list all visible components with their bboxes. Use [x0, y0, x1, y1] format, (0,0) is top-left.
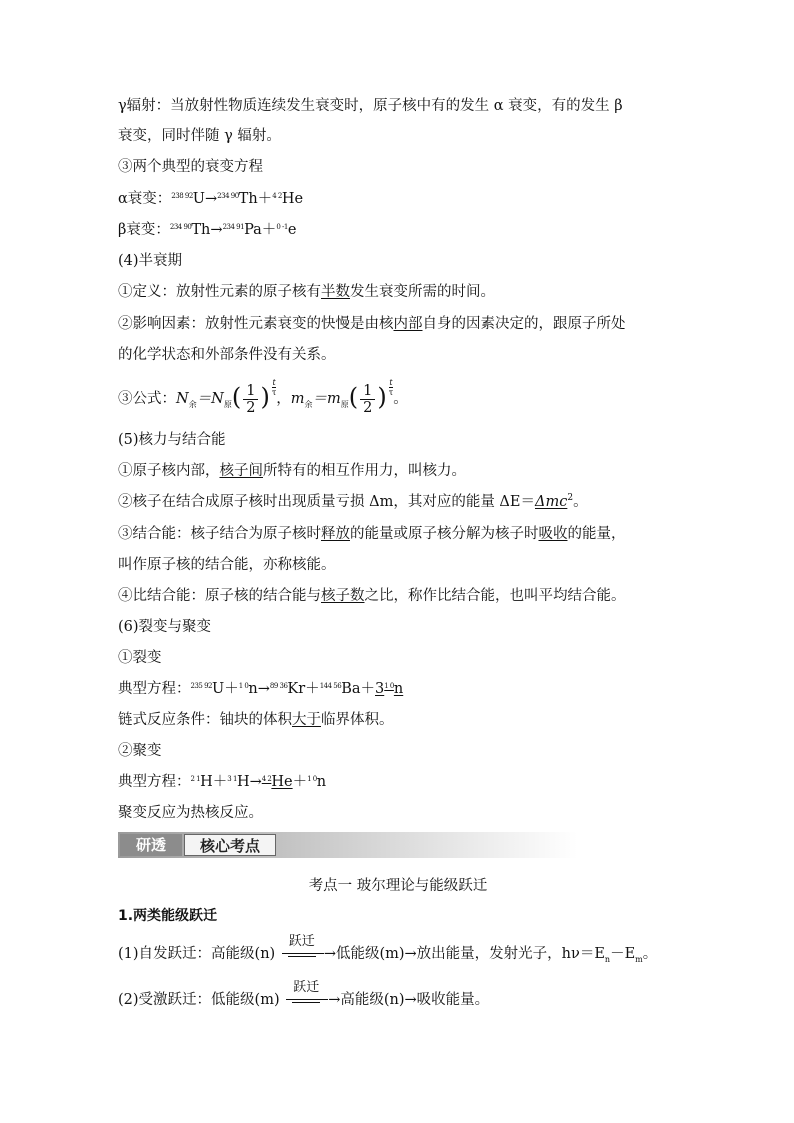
- fission-fusion-title: (6)裂变与聚变: [118, 619, 212, 635]
- nuclide-index: 234 90: [169, 223, 192, 231]
- banner-left-label: 研透: [120, 834, 182, 856]
- exponent: $\frac{t}{\tau}$: [388, 378, 394, 397]
- halflife-formula: ③公式：$N_余=N_原$( $\frac{1}{2}$ ) $\frac{t}{\tau}$ ，$m_余=m_原$( $\frac{1}{2}$ ) $\frac{t}{\tau}$ 。: [118, 378, 408, 416]
- nuclide-index: 4 2: [272, 192, 282, 200]
- nuclear-force-line: [118, 461, 466, 481]
- nuclide-index: 89 36: [269, 682, 288, 690]
- nuclide: H→: [236, 774, 262, 790]
- typical-decay-title: ③两个典型的衰变方程: [118, 159, 263, 175]
- subscript: 原: [223, 400, 232, 409]
- coefficient: 3: [375, 681, 385, 697]
- nuclide: n: [393, 681, 404, 697]
- nuclide: Ba＋: [341, 681, 375, 697]
- key-term: 内部: [393, 316, 423, 332]
- text: 的能量或原子核分解为核子时: [350, 526, 539, 542]
- transition-arrow: [284, 980, 328, 1010]
- text: 链式反应条件：铀块的体积: [118, 712, 292, 728]
- subscript: m: [635, 955, 643, 964]
- key-term: 释放: [321, 526, 350, 542]
- arrow-label: 跃迁: [293, 980, 320, 995]
- text: (1)自发跃迁：高能级(n): [118, 946, 276, 962]
- nuclide: e: [287, 222, 297, 238]
- section-heading: 1.两类能级跃迁: [118, 908, 218, 924]
- text: ，: [276, 391, 291, 407]
- nuclide-index: 234 90: [217, 192, 239, 200]
- text: －E: [610, 946, 636, 962]
- nuclide-index: 1 0: [307, 775, 317, 783]
- nuclide: Th→: [191, 222, 223, 238]
- influence-line-1: [118, 314, 626, 334]
- fusion-equation: [118, 772, 326, 794]
- superscript: 2: [567, 493, 574, 503]
- math: ＝N: [196, 391, 224, 407]
- nuclide-index: 144 56: [319, 682, 342, 690]
- subscript: 余: [188, 400, 197, 409]
- excited-transition-line: [118, 980, 490, 1010]
- alpha-label: α衰变：: [118, 191, 172, 207]
- binding-energy-line-1: [118, 524, 626, 544]
- fusion-subtitle: ②聚变: [118, 743, 162, 759]
- text: ①定义：放射性元素的原子核有: [118, 284, 321, 300]
- text: ①原子核内部，: [118, 463, 220, 479]
- nuclide-index: 1 0: [238, 682, 249, 690]
- nuclide-index: 2 1: [190, 775, 201, 783]
- nuclide-index: 0 -1: [276, 223, 288, 231]
- text: →高能级(n)→吸收能量。: [328, 992, 490, 1008]
- text: 所特有的相互作用力，叫核力。: [263, 463, 466, 479]
- banner-right-label: 核心考点: [184, 834, 276, 856]
- nuclide: Th＋: [238, 191, 273, 207]
- alpha-decay-equation: [118, 189, 303, 211]
- halflife-definition: [118, 282, 495, 302]
- text: 。: [573, 494, 588, 510]
- text: 。: [393, 391, 408, 407]
- exponent: $\frac{t}{\tau}$: [271, 378, 277, 397]
- math: N: [176, 391, 189, 407]
- text: ③公式：: [118, 391, 176, 407]
- nuclide: U＋: [212, 681, 239, 697]
- binding-energy-line-2: 叫作原子核的结合能，亦称核能。: [118, 557, 336, 573]
- subscript: 余: [304, 400, 313, 409]
- key-term: 大于: [292, 712, 321, 728]
- nuclide-index: 238 92: [171, 192, 193, 200]
- nuclide-index: 3 1: [227, 775, 237, 783]
- text: ②核子在结合成原子核时出现质量亏损 Δm，其对应的能量 ΔE＝: [118, 494, 535, 510]
- fraction: $\frac{1}{2}$: [360, 383, 375, 416]
- text: 临界体积。: [321, 712, 394, 728]
- text: ④比结合能：原子核的结合能与: [118, 588, 321, 604]
- math: m: [290, 391, 305, 407]
- nuclide: H＋: [200, 774, 228, 790]
- fusion-note: 聚变反应为热核反应。: [118, 805, 263, 821]
- beta-decay-equation: [118, 220, 296, 242]
- fission-subtitle: ①裂变: [118, 650, 162, 666]
- text: 。: [642, 946, 658, 962]
- nuclide: He: [271, 774, 293, 790]
- subscript: n: [604, 955, 611, 964]
- fission-equation: [118, 679, 403, 701]
- nuclide: ＋: [292, 774, 308, 790]
- transition-arrow: [280, 934, 324, 964]
- text: 之比，称作比结合能，也叫平均结合能。: [364, 588, 626, 604]
- key-term: 核子数: [321, 588, 365, 604]
- nuclide: Kr＋: [287, 681, 320, 697]
- nuclide: n→: [248, 681, 270, 697]
- halflife-title: (4)半衰期: [118, 253, 183, 269]
- beta-label: β衰变：: [118, 222, 170, 238]
- spontaneous-transition-line: [118, 934, 658, 966]
- fraction: $\frac{1}{2}$: [243, 383, 258, 416]
- nuclide-index: 4 2: [261, 775, 272, 783]
- key-term: 吸收: [538, 526, 568, 542]
- text: →低能级(m)→放出能量，发射光子，hν＝E: [323, 946, 605, 962]
- nuclide-index: 1 0: [384, 682, 394, 690]
- text: 发生衰变所需的时间。: [350, 284, 495, 300]
- text: 的能量，: [567, 526, 626, 542]
- arrow-label: 跃迁: [288, 934, 315, 949]
- text: 典型方程：: [118, 681, 191, 697]
- gamma-line-1: γ辐射：当放射性物质连续发生衰变时，原子核中有的发生 α 衰变，有的发生 β: [118, 98, 623, 114]
- chain-reaction-line: [118, 710, 394, 730]
- key-term: 核子间: [219, 463, 263, 479]
- math: ＝m: [312, 391, 341, 407]
- section-title: 考点一 玻尔理论与能级跃迁: [308, 878, 488, 894]
- nuclide-index: 235 92: [190, 682, 212, 690]
- nuclide: He: [281, 191, 304, 207]
- text: (2)受激跃迁：低能级(m): [118, 992, 280, 1008]
- text: ③结合能：核子结合为原子核时: [118, 526, 321, 542]
- text: ②影响因素：放射性元素衰变的快慢是由核: [118, 316, 394, 332]
- subscript: 原: [340, 400, 349, 409]
- text: 自身的因素决定的，跟原子所处: [422, 316, 626, 332]
- text: 典型方程：: [118, 774, 191, 790]
- section-banner: [118, 832, 578, 858]
- nuclear-force-title: (5)核力与结合能: [118, 432, 226, 448]
- nuclide: Pa＋: [244, 222, 277, 238]
- influence-line-2: 的化学状态和外部条件没有关系。: [118, 347, 336, 363]
- nuclide-index: 234 91: [222, 223, 245, 231]
- nuclide: U→: [192, 191, 218, 207]
- key-term: 半数: [321, 284, 350, 300]
- specific-binding-energy-line: [118, 586, 626, 606]
- gamma-line-2: 衰变，同时伴随 γ 辐射。: [118, 128, 281, 144]
- key-term: Δmc: [535, 494, 568, 510]
- mass-loss-line: [118, 492, 588, 514]
- nuclide: n: [316, 774, 327, 790]
